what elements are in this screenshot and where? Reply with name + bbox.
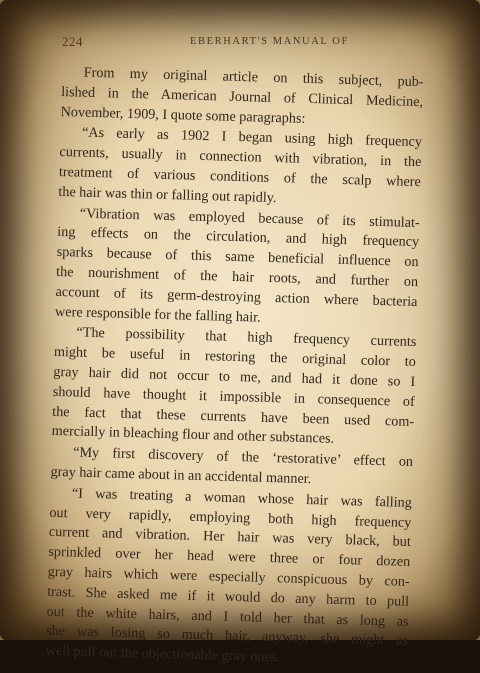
text-line: treatment of various conditions of the scalp where — [58, 163, 422, 191]
text-line: mercially in bleaching flour and other substances. — [51, 423, 335, 448]
text-line: current and vibration. Her hair was very black, but — [48, 524, 411, 551]
paragraph — [58, 123, 422, 212]
text-line: trast. She asked me if it would do any harm to pull — [47, 583, 410, 610]
text-line: might be useful in restoring the original color to — [53, 344, 417, 371]
text-line: out the white hairs, and I told her that as long as — [46, 603, 409, 630]
text-line: “The possibility that high frequency currents — [76, 324, 417, 351]
text-line: November, 1909, I quote some paragraphs: — [60, 103, 306, 127]
text-line: From my original article on this subject, pub- — [83, 64, 424, 91]
text-line: ing effects on the circulation, and high frequency — [57, 224, 420, 251]
body-text — [45, 63, 424, 673]
text-line: should have thought it impossible in consequence of — [52, 383, 415, 410]
text-line: sparks because of this same beneficial influence on — [56, 244, 419, 271]
text-line: the fact that these currents have been used com- — [52, 403, 415, 430]
text-line: lished in the American Journal of Clinical Medicine, — [60, 83, 424, 110]
text-line: out very rapidly, employing both high frequency — [49, 504, 412, 531]
paragraph — [60, 63, 424, 132]
paragraph — [45, 484, 412, 672]
text-line: were responsible for the falling hair. — [54, 303, 261, 326]
text-line: the hair was thin or falling out rapidly. — [58, 183, 277, 206]
text-line: she was losing so much hair, anyway, she might as — [45, 623, 409, 650]
text-line: gray hairs which were especially conspicuous by con- — [47, 563, 410, 590]
text-line: “My first discovery of the ‘restorative’ effect on — [72, 444, 414, 471]
text-line: gray hair did not occur to me, and had it done so I — [53, 363, 416, 390]
page-number: 224 — [62, 34, 83, 49]
text-line: gray hair came about in an accidental manner. — [50, 463, 312, 488]
text-line: “As early as 1902 I began using high frequency — [81, 124, 423, 151]
text-line: “I was treating a woman whose hair was falling — [71, 485, 413, 511]
text-line: “Vibration was employed because of its stimulat- — [79, 205, 420, 231]
text-line: the nourishment of the hair roots, and further on — [55, 263, 419, 290]
text-line: account of its germ-destroying action where bacteria — [55, 283, 418, 310]
paragraph — [55, 204, 420, 333]
text-line: well pull out the objectionable gray ones. — [45, 642, 281, 666]
running-head: EBERHART'S MANUAL OF — [190, 36, 349, 47]
text-line: sprinkled over her head were three or four dozen — [48, 543, 411, 571]
paragraph — [51, 323, 416, 452]
text-line: currents, usually in connection with vibration, in the — [59, 144, 422, 171]
page-header — [62, 34, 440, 54]
